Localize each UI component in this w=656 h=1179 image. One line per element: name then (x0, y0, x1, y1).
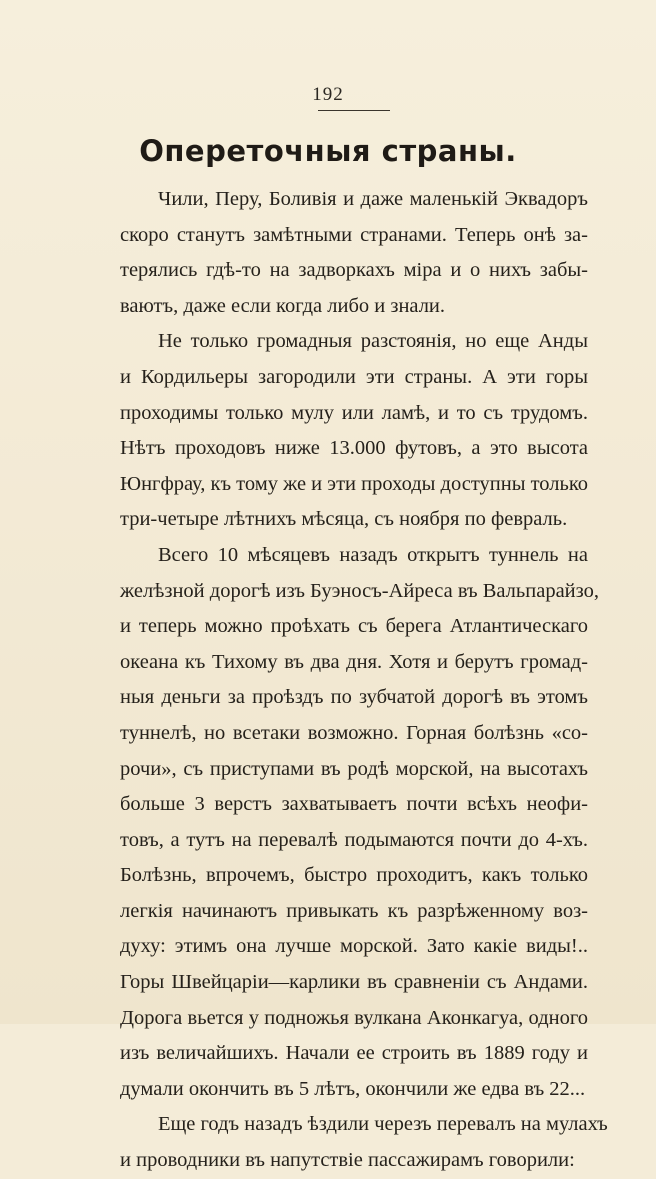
text-line: и проводники въ напутствіе пассажирамъ говорили: (120, 1149, 575, 1172)
text-line: и теперь можно проѣхать съ берега Атлантическаго (120, 615, 588, 638)
text-line: больше 3 верстъ захватываетъ почти всѣхъ неофи- (120, 793, 588, 816)
text-line: Болѣзнь, впрочемъ, быстро проходитъ, какъ только (120, 864, 588, 887)
text-line: Не только громадныя разстоянія, но еще Анды (158, 330, 588, 353)
text-line: рочи», съ приступами въ родѣ морской, на высотахъ (120, 757, 588, 780)
text-line: думали окончить въ 5 лѣтъ, окончили же едва въ 22... (120, 1077, 586, 1100)
text-line: три-четыре лѣтнихъ мѣсяца, съ ноября по февраль. (120, 508, 568, 531)
text-line: Чили, Перу, Боливія и даже маленькій Эквадоръ (158, 188, 588, 210)
text-line: Еще годъ назадъ ѣздили черезъ перевалъ на мулахъ (158, 1113, 608, 1136)
text-line: океана къ Тихому въ два дня. Хотя и берутъ громад- (120, 650, 588, 673)
text-line: Горы Швейцаріи—карлики въ сравненіи съ Андами. (120, 971, 588, 994)
text-line: изъ величайшихъ. Начали ее строить въ 1889 году и (120, 1042, 588, 1065)
page-number-rule (318, 110, 390, 111)
text-line: желѣзной дорогѣ изъ Буэносъ-Айреса въ Вальпарайзо, (120, 579, 599, 602)
article-title: Опереточныя страны. (139, 134, 517, 168)
text-line: ваютъ, даже если когда либо и знали. (120, 294, 446, 317)
text-line: проходимы только мулу или ламѣ, и то съ трудомъ. (120, 401, 588, 424)
text-line: легкія начинаютъ привыкать къ разрѣженному воз- (120, 899, 588, 922)
text-line: скоро станутъ замѣтными странами. Теперь онѣ за- (120, 223, 588, 246)
article-body (120, 182, 608, 1179)
page-number: 192 (312, 84, 344, 105)
text-line: Всего 10 мѣсяцевъ назадъ открытъ туннель на (158, 543, 588, 566)
text-line: ныя деньги за проѣздъ по зубчатой дорогѣ въ этомъ (120, 686, 588, 709)
text-line: Юнгфрау, къ тому же и эти проходы доступны только (120, 472, 589, 495)
text-line: Нѣтъ проходовъ ниже 13.000 футовъ, а это высота (120, 437, 588, 460)
text-line: терялись гдѣ-то на задворкахъ міра и о нихъ забы- (120, 259, 588, 282)
text-line: туннелѣ, но всетаки возможно. Горная болѣзнь «со- (120, 721, 588, 744)
text-line: духу: этимъ она лучше морской. Зато какіе виды!.. (120, 935, 588, 958)
text-line: и Кордильеры загородили эти страны. А эти горы (120, 365, 588, 388)
text-line: товъ, а тутъ на перевалѣ подымаются почти до 4-хъ. (120, 828, 588, 851)
text-line: Дорога вьется у подножья вулкана Аконкагуа, одного (120, 1006, 588, 1029)
